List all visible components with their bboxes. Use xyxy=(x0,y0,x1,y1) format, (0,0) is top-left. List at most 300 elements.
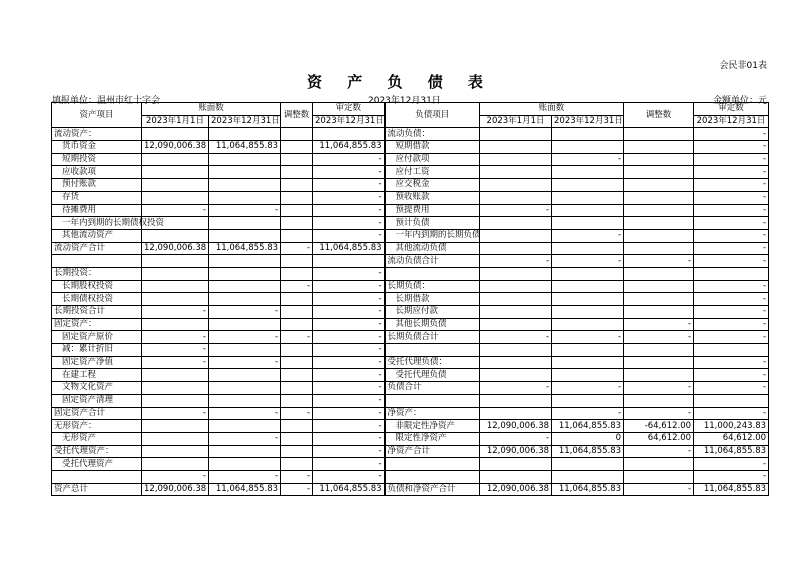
table-row xyxy=(52,394,769,407)
value-cell xyxy=(281,204,313,217)
value-cell xyxy=(480,217,552,230)
value-cell xyxy=(142,128,209,141)
row-label: 净资产合计 xyxy=(385,445,480,458)
value-cell: 11,064,855.83 xyxy=(694,483,769,496)
value-cell: - xyxy=(313,166,385,179)
value-cell: - xyxy=(142,331,209,344)
row-label: 其他长期负债 xyxy=(385,318,480,331)
value-cell xyxy=(552,394,624,407)
value-cell xyxy=(480,166,552,179)
value-cell: 11,064,855.83 xyxy=(209,141,281,154)
value-cell xyxy=(281,344,313,357)
row-label xyxy=(385,470,480,483)
value-cell xyxy=(281,394,313,407)
row-label: 应收款项 xyxy=(52,166,142,179)
value-cell: - xyxy=(209,204,281,217)
value-cell xyxy=(281,255,313,268)
row-label: 在建工程 xyxy=(52,369,142,382)
value-cell: - xyxy=(313,331,385,344)
table-row xyxy=(52,267,769,280)
value-cell xyxy=(209,420,281,433)
table-row xyxy=(52,191,769,204)
value-cell xyxy=(480,470,552,483)
value-cell xyxy=(281,141,313,154)
value-cell xyxy=(480,242,552,255)
header-audited-right: 审定数 xyxy=(694,103,769,116)
value-cell xyxy=(624,356,694,369)
row-label: 无形资产 xyxy=(52,432,142,445)
value-cell xyxy=(281,229,313,242)
value-cell xyxy=(624,344,694,357)
value-cell xyxy=(281,267,313,280)
row-label: 待摊费用 xyxy=(52,204,142,217)
value-cell: - xyxy=(694,470,769,483)
row-label: 应付款项 xyxy=(385,153,480,166)
row-label: 短期投资 xyxy=(52,153,142,166)
value-cell: - xyxy=(694,128,769,141)
value-cell: 12,090,006.38 xyxy=(142,141,209,154)
value-cell: - xyxy=(552,229,624,242)
value-cell: 11,064,855.83 xyxy=(552,445,624,458)
value-cell: - xyxy=(694,458,769,471)
value-cell: - xyxy=(313,280,385,293)
value-cell xyxy=(480,306,552,319)
value-cell: - xyxy=(313,344,385,357)
value-cell: 11,064,855.83 xyxy=(313,242,385,255)
table-row xyxy=(52,255,769,268)
value-cell xyxy=(142,280,209,293)
table-row xyxy=(52,141,769,154)
header-adjust-left: 调整数 xyxy=(281,103,313,128)
value-cell xyxy=(552,217,624,230)
value-cell xyxy=(142,445,209,458)
row-label: 其他流动资产 xyxy=(52,229,142,242)
value-cell xyxy=(281,153,313,166)
value-cell: - xyxy=(313,267,385,280)
table-row xyxy=(52,420,769,433)
value-cell xyxy=(209,344,281,357)
value-cell xyxy=(624,166,694,179)
value-cell xyxy=(480,141,552,154)
value-cell xyxy=(552,141,624,154)
header-audited-date-left: 2023年12月31日 xyxy=(313,115,385,128)
value-cell xyxy=(624,280,694,293)
row-label: 一年内到期的长期债权投资 xyxy=(52,217,142,230)
value-cell: - xyxy=(694,407,769,420)
value-cell xyxy=(142,382,209,395)
value-cell: - xyxy=(694,306,769,319)
table-row xyxy=(52,293,769,306)
row-label xyxy=(385,344,480,357)
value-cell: - xyxy=(480,432,552,445)
value-cell: - xyxy=(480,255,552,268)
value-cell: - xyxy=(313,382,385,395)
row-label: 非限定性净资产 xyxy=(385,420,480,433)
value-cell xyxy=(480,128,552,141)
value-cell xyxy=(142,369,209,382)
value-cell: - xyxy=(624,445,694,458)
value-cell xyxy=(624,458,694,471)
row-label: 受托代理资产： xyxy=(52,445,142,458)
value-cell xyxy=(624,141,694,154)
table-row xyxy=(52,458,769,471)
value-cell xyxy=(480,369,552,382)
value-cell xyxy=(624,128,694,141)
row-label: 预计负债 xyxy=(385,217,480,230)
row-label: 负债和净资产合计 xyxy=(385,483,480,496)
value-cell: 12,090,006.38 xyxy=(480,420,552,433)
value-cell xyxy=(480,280,552,293)
row-label: 净资产： xyxy=(385,407,480,420)
row-label: 长期投资合计 xyxy=(52,306,142,319)
value-cell: - xyxy=(480,382,552,395)
value-cell: - xyxy=(281,280,313,293)
value-cell: - xyxy=(142,470,209,483)
value-cell: - xyxy=(624,483,694,496)
value-cell xyxy=(142,394,209,407)
value-cell xyxy=(624,242,694,255)
value-cell: - xyxy=(313,369,385,382)
value-cell: 11,064,855.83 xyxy=(552,483,624,496)
value-cell xyxy=(694,394,769,407)
value-cell: 12,090,006.38 xyxy=(142,483,209,496)
value-cell: - xyxy=(313,179,385,192)
value-cell: 11,064,855.83 xyxy=(694,445,769,458)
value-cell: - xyxy=(142,306,209,319)
row-label: 固定资产合计 xyxy=(52,407,142,420)
value-cell: - xyxy=(480,331,552,344)
value-cell xyxy=(142,293,209,306)
value-cell xyxy=(209,458,281,471)
table-row xyxy=(52,306,769,319)
row-label: 长期负债合计 xyxy=(385,331,480,344)
value-cell xyxy=(281,318,313,331)
value-cell: -64,612.00 xyxy=(624,420,694,433)
row-label: 固定资产： xyxy=(52,318,142,331)
value-cell: - xyxy=(552,153,624,166)
value-cell: - xyxy=(313,470,385,483)
value-cell: - xyxy=(694,255,769,268)
row-label: 应付工资 xyxy=(385,166,480,179)
value-cell: 12,090,006.38 xyxy=(480,445,552,458)
value-cell xyxy=(281,217,313,230)
value-cell: - xyxy=(209,356,281,369)
row-label: 资产总计 xyxy=(52,483,142,496)
header-liab-item: 负债项目 xyxy=(385,103,480,128)
value-cell xyxy=(142,267,209,280)
value-cell: - xyxy=(209,407,281,420)
value-cell xyxy=(552,267,624,280)
value-cell: - xyxy=(313,306,385,319)
table-row xyxy=(52,369,769,382)
table-row xyxy=(52,382,769,395)
row-label: 受托代理负债 xyxy=(385,369,480,382)
header-end-left: 2023年12月31日 xyxy=(209,115,281,128)
value-cell xyxy=(552,293,624,306)
value-cell: 12,090,006.38 xyxy=(142,242,209,255)
row-label: 流动资产合计 xyxy=(52,242,142,255)
row-label: 预提费用 xyxy=(385,204,480,217)
row-label: 存货 xyxy=(52,191,142,204)
value-cell: - xyxy=(313,420,385,433)
value-cell xyxy=(480,267,552,280)
value-cell: - xyxy=(694,217,769,230)
value-cell xyxy=(552,306,624,319)
row-label xyxy=(385,267,480,280)
value-cell: - xyxy=(552,382,624,395)
table-row xyxy=(52,242,769,255)
value-cell xyxy=(209,153,281,166)
row-label: 流动资产： xyxy=(52,128,142,141)
value-cell: - xyxy=(694,153,769,166)
value-cell xyxy=(209,280,281,293)
value-cell: - xyxy=(281,242,313,255)
value-cell xyxy=(480,229,552,242)
value-cell xyxy=(281,166,313,179)
value-cell xyxy=(142,255,209,268)
value-cell: - xyxy=(142,344,209,357)
table-row xyxy=(52,153,769,166)
value-cell xyxy=(281,445,313,458)
table-row xyxy=(52,344,769,357)
value-cell: - xyxy=(142,407,209,420)
row-label: 流动负债合计 xyxy=(385,255,480,268)
row-label: 无形资产： xyxy=(52,420,142,433)
value-cell xyxy=(552,204,624,217)
value-cell xyxy=(209,394,281,407)
value-cell: 11,064,855.83 xyxy=(313,141,385,154)
table-row xyxy=(52,128,769,141)
value-cell xyxy=(142,191,209,204)
value-cell: - xyxy=(313,204,385,217)
row-label: 固定资产原价 xyxy=(52,331,142,344)
value-cell: - xyxy=(313,394,385,407)
table-row xyxy=(52,483,769,496)
value-cell: 11,064,855.83 xyxy=(552,420,624,433)
value-cell: - xyxy=(480,204,552,217)
value-cell: 64,612.00 xyxy=(694,432,769,445)
value-cell xyxy=(552,369,624,382)
value-cell: 64,612.00 xyxy=(624,432,694,445)
value-cell xyxy=(624,267,694,280)
value-cell xyxy=(281,356,313,369)
value-cell xyxy=(209,255,281,268)
value-cell: - xyxy=(313,229,385,242)
value-cell: 11,000,243.83 xyxy=(694,420,769,433)
row-label: 长期借款 xyxy=(385,293,480,306)
header-book-amount-left: 账面数 xyxy=(142,103,281,116)
value-cell xyxy=(480,191,552,204)
value-cell: - xyxy=(694,166,769,179)
value-cell: - xyxy=(313,407,385,420)
value-cell xyxy=(480,153,552,166)
value-cell xyxy=(142,229,209,242)
value-cell xyxy=(552,356,624,369)
value-cell xyxy=(552,458,624,471)
value-cell: - xyxy=(624,407,694,420)
value-cell xyxy=(142,166,209,179)
value-cell: - xyxy=(694,141,769,154)
value-cell xyxy=(209,445,281,458)
value-cell xyxy=(142,458,209,471)
value-cell: - xyxy=(313,318,385,331)
table-row xyxy=(52,356,769,369)
value-cell xyxy=(552,191,624,204)
value-cell xyxy=(281,458,313,471)
value-cell: - xyxy=(281,483,313,496)
value-cell: - xyxy=(313,458,385,471)
value-cell xyxy=(209,128,281,141)
value-cell xyxy=(281,293,313,306)
value-cell xyxy=(624,306,694,319)
value-cell: - xyxy=(209,331,281,344)
value-cell xyxy=(281,382,313,395)
value-cell: - xyxy=(281,331,313,344)
value-cell xyxy=(694,344,769,357)
value-cell xyxy=(480,293,552,306)
value-cell xyxy=(624,229,694,242)
row-label: 限定性净资产 xyxy=(385,432,480,445)
value-cell xyxy=(209,191,281,204)
page-title: 资 产 负 债 表 xyxy=(307,73,493,91)
value-cell: 11,064,855.83 xyxy=(209,483,281,496)
row-label: 固定资产净值 xyxy=(52,356,142,369)
row-label: 负债合计 xyxy=(385,382,480,395)
value-cell xyxy=(142,318,209,331)
value-cell xyxy=(209,166,281,179)
value-cell xyxy=(209,229,281,242)
table-row xyxy=(52,166,769,179)
table-row xyxy=(52,179,769,192)
table-row xyxy=(52,217,769,230)
value-cell xyxy=(480,394,552,407)
value-cell xyxy=(313,128,385,141)
value-cell: 0 xyxy=(552,432,624,445)
header-book-amount-right: 账面数 xyxy=(480,103,624,116)
value-cell: - xyxy=(694,191,769,204)
row-label: 长期债权投资 xyxy=(52,293,142,306)
value-cell xyxy=(209,217,281,230)
value-cell xyxy=(281,191,313,204)
value-cell: - xyxy=(209,306,281,319)
row-label xyxy=(52,255,142,268)
table-row xyxy=(52,204,769,217)
value-cell xyxy=(209,179,281,192)
value-cell xyxy=(624,217,694,230)
value-cell: - xyxy=(694,369,769,382)
value-cell: - xyxy=(694,179,769,192)
value-cell: - xyxy=(209,470,281,483)
value-cell: - xyxy=(281,407,313,420)
value-cell: - xyxy=(313,191,385,204)
row-label: 长期投资： xyxy=(52,267,142,280)
row-label: 长期应付款 xyxy=(385,306,480,319)
value-cell: 11,064,855.83 xyxy=(313,483,385,496)
value-cell xyxy=(480,179,552,192)
value-cell xyxy=(313,255,385,268)
row-label: 文物文化资产 xyxy=(52,382,142,395)
table-row xyxy=(52,407,769,420)
value-cell xyxy=(552,166,624,179)
row-label: 长期负债： xyxy=(385,280,480,293)
row-label: 一年内到期的长期负债 xyxy=(385,229,480,242)
row-label: 受托代理负债： xyxy=(385,356,480,369)
value-cell xyxy=(552,280,624,293)
value-cell xyxy=(480,344,552,357)
value-cell xyxy=(624,369,694,382)
table-row xyxy=(52,470,769,483)
value-cell xyxy=(209,267,281,280)
value-cell xyxy=(480,407,552,420)
value-cell xyxy=(142,420,209,433)
value-cell: - xyxy=(694,229,769,242)
value-cell xyxy=(552,179,624,192)
value-cell xyxy=(624,191,694,204)
value-cell xyxy=(480,356,552,369)
table-row xyxy=(52,445,769,458)
value-cell xyxy=(552,242,624,255)
value-cell: - xyxy=(313,293,385,306)
value-cell xyxy=(281,432,313,445)
value-cell xyxy=(480,458,552,471)
row-label: 货币资金 xyxy=(52,141,142,154)
value-cell xyxy=(281,179,313,192)
table-row xyxy=(52,229,769,242)
value-cell xyxy=(281,128,313,141)
value-cell xyxy=(209,318,281,331)
value-cell xyxy=(281,306,313,319)
value-cell xyxy=(624,293,694,306)
value-cell xyxy=(209,382,281,395)
row-label: 预付账款 xyxy=(52,179,142,192)
table-row xyxy=(52,331,769,344)
value-cell xyxy=(142,179,209,192)
header-start-right: 2023年1月1日 xyxy=(480,115,552,128)
form-number: 会民非01表 xyxy=(719,61,767,71)
value-cell: - xyxy=(694,293,769,306)
row-label: 流动负债： xyxy=(385,128,480,141)
value-cell: - xyxy=(552,331,624,344)
value-cell: - xyxy=(694,382,769,395)
balance-sheet-table xyxy=(51,102,769,496)
header-end-right: 2023年12月31日 xyxy=(552,115,624,128)
currency-unit: 金额单位：元 xyxy=(712,96,767,106)
value-cell: - xyxy=(694,280,769,293)
value-cell xyxy=(552,318,624,331)
value-cell: - xyxy=(694,204,769,217)
value-cell: - xyxy=(313,432,385,445)
value-cell xyxy=(694,267,769,280)
row-label: 减：累计折旧 xyxy=(52,344,142,357)
value-cell: 11,064,855.83 xyxy=(209,242,281,255)
table-row xyxy=(52,280,769,293)
value-cell: - xyxy=(313,356,385,369)
header-asset-item: 资产项目 xyxy=(52,103,142,128)
value-cell xyxy=(209,293,281,306)
row-label: 应交税金 xyxy=(385,179,480,192)
row-label xyxy=(385,458,480,471)
value-cell: - xyxy=(209,432,281,445)
row-label xyxy=(52,470,142,483)
value-cell xyxy=(552,470,624,483)
value-cell xyxy=(624,470,694,483)
value-cell: - xyxy=(552,407,624,420)
report-date: 2023年12月31日 xyxy=(368,96,441,106)
header-start-left: 2023年1月1日 xyxy=(142,115,209,128)
value-cell: - xyxy=(281,470,313,483)
value-cell xyxy=(624,179,694,192)
value-cell: - xyxy=(313,153,385,166)
